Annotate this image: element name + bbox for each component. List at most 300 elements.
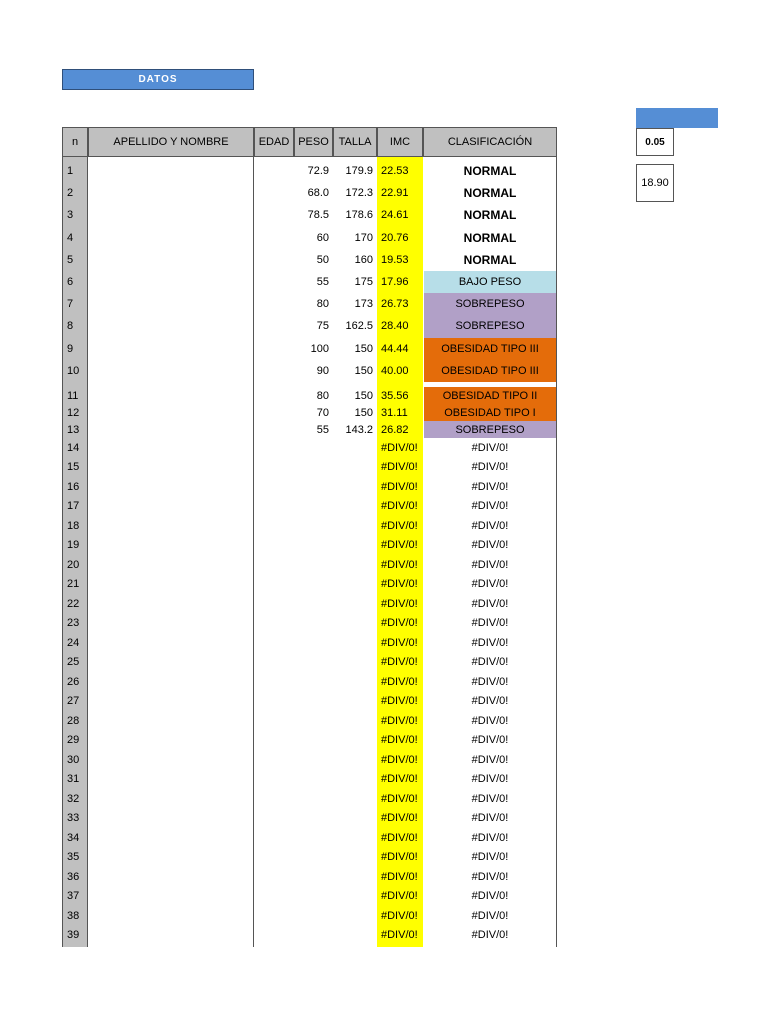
imc-cell[interactable] (377, 477, 423, 497)
row-number-text: 31 (67, 773, 80, 786)
row-number[interactable] (62, 271, 88, 293)
row-number[interactable] (62, 404, 88, 421)
row-number[interactable] (62, 672, 88, 692)
imc-cell-text: #DIV/0! (381, 500, 418, 513)
name-cell[interactable] (88, 653, 254, 673)
talla-cell[interactable] (333, 906, 377, 926)
talla-cell[interactable] (333, 249, 377, 271)
peso-cell[interactable] (294, 271, 333, 293)
row-number[interactable] (62, 360, 88, 382)
talla-cell[interactable] (333, 227, 377, 249)
peso-cell[interactable] (294, 458, 333, 478)
name-cell[interactable] (88, 692, 254, 712)
row-number-text: 38 (67, 909, 80, 922)
clasificacion-cell[interactable] (424, 536, 556, 556)
imc-cell-text: #DIV/0! (381, 812, 418, 825)
clasificacion-cell[interactable] (424, 594, 556, 614)
header-talla[interactable] (333, 127, 377, 157)
peso-cell[interactable] (294, 809, 333, 829)
imc-cell[interactable] (377, 271, 423, 293)
row-number[interactable] (62, 182, 88, 204)
name-cell[interactable] (88, 867, 254, 887)
imc-cell[interactable] (377, 421, 423, 438)
peso-cell[interactable] (294, 770, 333, 790)
clasificacion-cell[interactable] (424, 614, 556, 634)
peso-cell[interactable] (294, 711, 333, 731)
clasificacion-cell-text: #DIV/0! (471, 831, 509, 844)
peso-cell[interactable] (294, 887, 333, 907)
imc-cell[interactable] (377, 672, 423, 692)
name-cell[interactable] (88, 555, 254, 575)
row-number[interactable] (62, 497, 88, 517)
clasificacion-cell[interactable] (424, 887, 556, 907)
clasificacion-cell[interactable] (424, 828, 556, 848)
peso-cell[interactable] (294, 204, 333, 226)
header-name-label: APELLIDO Y NOMBRE (113, 136, 229, 148)
talla-cell[interactable] (333, 770, 377, 790)
clasificacion-cell-text: #DIV/0! (471, 480, 509, 493)
imc-cell-text: #DIV/0! (381, 831, 418, 844)
row-number[interactable] (62, 249, 88, 271)
peso-cell[interactable] (294, 421, 333, 438)
name-cell[interactable] (88, 516, 254, 536)
clasificacion-cell[interactable] (424, 293, 556, 315)
row-number[interactable] (62, 555, 88, 575)
talla-cell[interactable] (333, 711, 377, 731)
clasificacion-cell[interactable] (424, 926, 556, 946)
imc-cell-text: 24.61 (381, 209, 409, 222)
row-number[interactable] (62, 653, 88, 673)
talla-cell[interactable] (333, 182, 377, 204)
header-clasificacion[interactable] (423, 127, 557, 157)
clasificacion-cell[interactable] (424, 421, 556, 438)
talla-cell[interactable] (333, 404, 377, 421)
peso-cell-text: 68.0 (307, 187, 329, 200)
talla-cell[interactable] (333, 926, 377, 946)
peso-cell[interactable] (294, 160, 333, 182)
row-number[interactable] (62, 848, 88, 868)
talla-cell-text: 162.5 (345, 320, 373, 333)
name-cell[interactable] (88, 438, 254, 458)
talla-cell[interactable] (333, 360, 377, 382)
header-imc[interactable] (377, 127, 423, 157)
side-value-cell-2[interactable] (636, 164, 674, 202)
row-number[interactable] (62, 536, 88, 556)
clasificacion-cell-text: #DIV/0! (471, 929, 509, 942)
clasificacion-cell[interactable] (424, 271, 556, 293)
talla-cell[interactable] (333, 497, 377, 517)
clasificacion-cell[interactable] (424, 555, 556, 575)
name-cell[interactable] (88, 848, 254, 868)
imc-cell[interactable] (377, 750, 423, 770)
clasificacion-cell-text: NORMAL (463, 186, 517, 201)
imc-cell[interactable] (377, 926, 423, 946)
imc-cell-text: 22.53 (381, 165, 409, 178)
name-cell[interactable] (88, 497, 254, 517)
imc-cell[interactable] (377, 575, 423, 595)
clasificacion-cell[interactable] (424, 731, 556, 751)
name-cell[interactable] (88, 828, 254, 848)
row-number[interactable] (62, 867, 88, 887)
clasificacion-cell[interactable] (424, 906, 556, 926)
imc-cell-text: 35.56 (381, 389, 409, 402)
imc-cell[interactable] (377, 809, 423, 829)
name-cell[interactable] (88, 404, 254, 421)
header-imc-label: IMC (389, 136, 411, 148)
talla-cell-text: 143.2 (345, 423, 373, 436)
peso-cell[interactable] (294, 249, 333, 271)
peso-cell[interactable] (294, 828, 333, 848)
clasificacion-cell-text: SOBREPESO (455, 298, 525, 311)
peso-cell-text: 90 (316, 364, 329, 377)
talla-cell[interactable] (333, 789, 377, 809)
name-cell[interactable] (88, 477, 254, 497)
peso-cell[interactable] (294, 182, 333, 204)
peso-cell[interactable] (294, 315, 333, 337)
imc-cell[interactable] (377, 160, 423, 182)
talla-cell-text: 179.9 (345, 165, 373, 178)
row-number[interactable] (62, 516, 88, 536)
imc-cell[interactable] (377, 315, 423, 337)
row-number[interactable] (62, 731, 88, 751)
talla-cell[interactable] (333, 458, 377, 478)
row-number[interactable] (62, 692, 88, 712)
peso-cell[interactable] (294, 555, 333, 575)
imc-cell[interactable] (377, 360, 423, 382)
peso-cell-text: 72.9 (307, 165, 329, 178)
clasificacion-cell[interactable] (424, 160, 556, 182)
clasificacion-cell[interactable] (424, 848, 556, 868)
peso-cell[interactable] (294, 614, 333, 634)
peso-cell[interactable] (294, 672, 333, 692)
peso-cell[interactable] (294, 926, 333, 946)
clasificacion-cell-text: #DIV/0! (471, 636, 509, 649)
clasificacion-cell-text: SOBREPESO (455, 320, 525, 333)
peso-cell[interactable] (294, 227, 333, 249)
name-cell[interactable] (88, 750, 254, 770)
imc-cell-text: 40.00 (381, 364, 409, 377)
row-number[interactable] (62, 458, 88, 478)
row-number-text: 28 (67, 714, 80, 727)
imc-cell-text: #DIV/0! (381, 617, 418, 630)
talla-cell[interactable] (333, 731, 377, 751)
talla-cell[interactable] (333, 575, 377, 595)
clasificacion-cell[interactable] (424, 360, 556, 382)
clasificacion-cell[interactable] (424, 750, 556, 770)
peso-cell[interactable] (294, 360, 333, 382)
peso-cell[interactable] (294, 731, 333, 751)
peso-cell[interactable] (294, 594, 333, 614)
row-number[interactable] (62, 789, 88, 809)
talla-cell[interactable] (333, 633, 377, 653)
peso-cell-text: 80 (316, 298, 329, 311)
row-number-text: 26 (67, 675, 80, 688)
name-cell[interactable] (88, 770, 254, 790)
clasificacion-cell[interactable] (424, 516, 556, 536)
name-cell[interactable] (88, 731, 254, 751)
header-edad[interactable] (254, 127, 294, 157)
clasificacion-cell[interactable] (424, 692, 556, 712)
row-number-text: 12 (67, 406, 80, 419)
talla-cell[interactable] (333, 555, 377, 575)
talla-cell[interactable] (333, 672, 377, 692)
imc-cell[interactable] (377, 789, 423, 809)
name-cell[interactable] (88, 338, 254, 360)
name-cell[interactable] (88, 360, 254, 382)
peso-cell[interactable] (294, 516, 333, 536)
clasificacion-cell-text: OBESIDAD TIPO III (441, 342, 539, 355)
peso-cell[interactable] (294, 848, 333, 868)
imc-cell-text: #DIV/0! (381, 734, 418, 747)
imc-cell[interactable] (377, 594, 423, 614)
clasificacion-cell[interactable] (424, 789, 556, 809)
clasificacion-cell[interactable] (424, 438, 556, 458)
name-cell[interactable] (88, 926, 254, 946)
row-number[interactable] (62, 338, 88, 360)
row-number[interactable] (62, 926, 88, 946)
talla-cell[interactable] (333, 477, 377, 497)
name-cell[interactable] (88, 789, 254, 809)
imc-cell[interactable] (377, 204, 423, 226)
row-number-text: 21 (67, 578, 80, 591)
talla-cell[interactable] (333, 887, 377, 907)
peso-cell-text: 60 (316, 231, 329, 244)
peso-cell[interactable] (294, 750, 333, 770)
row-number[interactable] (62, 614, 88, 634)
clasificacion-cell[interactable] (424, 338, 556, 360)
imc-cell-text: #DIV/0! (381, 461, 418, 474)
row-number[interactable] (62, 887, 88, 907)
peso-cell[interactable] (294, 404, 333, 421)
name-cell[interactable] (88, 271, 254, 293)
imc-cell[interactable] (377, 555, 423, 575)
imc-cell[interactable] (377, 536, 423, 556)
row-number[interactable] (62, 293, 88, 315)
row-number[interactable] (62, 160, 88, 182)
clasificacion-cell[interactable] (424, 497, 556, 517)
talla-cell[interactable] (333, 516, 377, 536)
imc-cell-text: #DIV/0! (381, 656, 418, 669)
row-number[interactable] (62, 477, 88, 497)
name-cell[interactable] (88, 249, 254, 271)
talla-cell[interactable] (333, 293, 377, 315)
talla-cell[interactable] (333, 536, 377, 556)
talla-cell[interactable] (333, 692, 377, 712)
peso-cell[interactable] (294, 387, 333, 404)
row-number[interactable] (62, 315, 88, 337)
talla-cell[interactable] (333, 160, 377, 182)
peso-cell-text: 75 (316, 320, 329, 333)
row-number[interactable] (62, 421, 88, 438)
talla-cell[interactable] (333, 438, 377, 458)
row-number[interactable] (62, 711, 88, 731)
peso-cell[interactable] (294, 338, 333, 360)
talla-cell[interactable] (333, 338, 377, 360)
imc-cell[interactable] (377, 227, 423, 249)
talla-cell[interactable] (333, 387, 377, 404)
imc-cell[interactable] (377, 906, 423, 926)
imc-cell[interactable] (377, 404, 423, 421)
peso-cell[interactable] (294, 438, 333, 458)
peso-cell-text: 50 (316, 253, 329, 266)
clasificacion-cell[interactable] (424, 404, 556, 421)
side-value-cell-1[interactable] (636, 128, 674, 156)
row-number-text: 6 (67, 276, 74, 289)
peso-cell[interactable] (294, 633, 333, 653)
row-number-text: 34 (67, 831, 80, 844)
name-cell[interactable] (88, 614, 254, 634)
row-number-text: 5 (67, 253, 74, 266)
row-number[interactable] (62, 594, 88, 614)
name-cell[interactable] (88, 594, 254, 614)
clasificacion-cell-text: #DIV/0! (471, 441, 509, 454)
name-cell[interactable] (88, 536, 254, 556)
peso-cell[interactable] (294, 575, 333, 595)
peso-cell[interactable] (294, 789, 333, 809)
talla-cell[interactable] (333, 750, 377, 770)
clasificacion-cell-text: #DIV/0! (471, 675, 509, 688)
talla-cell[interactable] (333, 421, 377, 438)
name-cell[interactable] (88, 160, 254, 182)
name-cell[interactable] (88, 227, 254, 249)
talla-cell[interactable] (333, 653, 377, 673)
row-number[interactable] (62, 633, 88, 653)
peso-cell-text: 55 (316, 423, 329, 436)
talla-cell[interactable] (333, 271, 377, 293)
imc-cell-text: #DIV/0! (381, 929, 418, 942)
imc-cell[interactable] (377, 293, 423, 315)
imc-cell[interactable] (377, 633, 423, 653)
clasificacion-cell-text: #DIV/0! (471, 753, 509, 766)
name-cell[interactable] (88, 906, 254, 926)
imc-cell[interactable] (377, 711, 423, 731)
name-cell[interactable] (88, 293, 254, 315)
name-cell[interactable] (88, 182, 254, 204)
imc-cell[interactable] (377, 497, 423, 517)
header-peso[interactable] (294, 127, 333, 157)
clasificacion-cell[interactable] (424, 227, 556, 249)
talla-cell[interactable] (333, 315, 377, 337)
row-number[interactable] (62, 387, 88, 404)
row-number[interactable] (62, 770, 88, 790)
imc-cell[interactable] (377, 867, 423, 887)
row-number[interactable] (62, 204, 88, 226)
row-number[interactable] (62, 227, 88, 249)
header-n[interactable] (62, 127, 88, 157)
row-number[interactable] (62, 438, 88, 458)
row-number-text: 8 (67, 320, 74, 333)
imc-cell[interactable] (377, 516, 423, 536)
name-cell[interactable] (88, 575, 254, 595)
name-cell[interactable] (88, 711, 254, 731)
name-cell[interactable] (88, 633, 254, 653)
clasificacion-cell-text: #DIV/0! (471, 578, 509, 591)
clasificacion-cell[interactable] (424, 249, 556, 271)
imc-cell[interactable] (377, 182, 423, 204)
row-number[interactable] (62, 809, 88, 829)
imc-cell[interactable] (377, 692, 423, 712)
name-cell[interactable] (88, 421, 254, 438)
talla-cell[interactable] (333, 204, 377, 226)
imc-cell[interactable] (377, 387, 423, 404)
imc-cell[interactable] (377, 731, 423, 751)
column-divider (556, 157, 557, 947)
name-cell[interactable] (88, 809, 254, 829)
clasificacion-cell[interactable] (424, 182, 556, 204)
peso-cell[interactable] (294, 293, 333, 315)
peso-cell[interactable] (294, 906, 333, 926)
imc-cell[interactable] (377, 887, 423, 907)
imc-cell[interactable] (377, 828, 423, 848)
clasificacion-cell[interactable] (424, 204, 556, 226)
imc-cell[interactable] (377, 249, 423, 271)
talla-cell[interactable] (333, 828, 377, 848)
clasificacion-cell[interactable] (424, 672, 556, 692)
imc-cell[interactable] (377, 653, 423, 673)
clasificacion-cell[interactable] (424, 387, 556, 404)
clasificacion-cell[interactable] (424, 867, 556, 887)
clasificacion-cell-text: #DIV/0! (471, 812, 509, 825)
clasificacion-cell[interactable] (424, 477, 556, 497)
name-cell[interactable] (88, 458, 254, 478)
talla-cell[interactable] (333, 594, 377, 614)
clasificacion-cell[interactable] (424, 711, 556, 731)
clasificacion-cell[interactable] (424, 458, 556, 478)
imc-cell-text: #DIV/0! (381, 636, 418, 649)
name-cell[interactable] (88, 387, 254, 404)
talla-cell-text: 150 (354, 342, 373, 355)
name-cell[interactable] (88, 204, 254, 226)
talla-cell[interactable] (333, 848, 377, 868)
peso-cell[interactable] (294, 497, 333, 517)
name-cell[interactable] (88, 887, 254, 907)
talla-cell[interactable] (333, 867, 377, 887)
row-number[interactable] (62, 575, 88, 595)
imc-cell[interactable] (377, 614, 423, 634)
imc-cell-text: #DIV/0! (381, 519, 418, 532)
clasificacion-cell[interactable] (424, 809, 556, 829)
row-number[interactable] (62, 828, 88, 848)
imc-cell-text: 28.40 (381, 320, 409, 333)
row-number[interactable] (62, 750, 88, 770)
talla-cell[interactable] (333, 614, 377, 634)
clasificacion-cell[interactable] (424, 315, 556, 337)
row-number-text: 20 (67, 558, 80, 571)
talla-cell[interactable] (333, 809, 377, 829)
imc-cell[interactable] (377, 770, 423, 790)
peso-cell[interactable] (294, 692, 333, 712)
name-cell[interactable] (88, 672, 254, 692)
imc-cell[interactable] (377, 458, 423, 478)
clasificacion-cell[interactable] (424, 653, 556, 673)
clasificacion-cell[interactable] (424, 770, 556, 790)
peso-cell[interactable] (294, 867, 333, 887)
imc-cell-text: #DIV/0! (381, 539, 418, 552)
imc-cell[interactable] (377, 848, 423, 868)
talla-cell-text: 150 (354, 406, 373, 419)
clasificacion-cell[interactable] (424, 633, 556, 653)
imc-cell[interactable] (377, 338, 423, 360)
clasificacion-cell[interactable] (424, 575, 556, 595)
clasificacion-cell-text: NORMAL (463, 164, 517, 179)
imc-cell[interactable] (377, 438, 423, 458)
peso-cell[interactable] (294, 536, 333, 556)
peso-cell[interactable] (294, 653, 333, 673)
row-number[interactable] (62, 906, 88, 926)
peso-cell[interactable] (294, 477, 333, 497)
header-name[interactable] (88, 127, 254, 157)
name-cell[interactable] (88, 315, 254, 337)
